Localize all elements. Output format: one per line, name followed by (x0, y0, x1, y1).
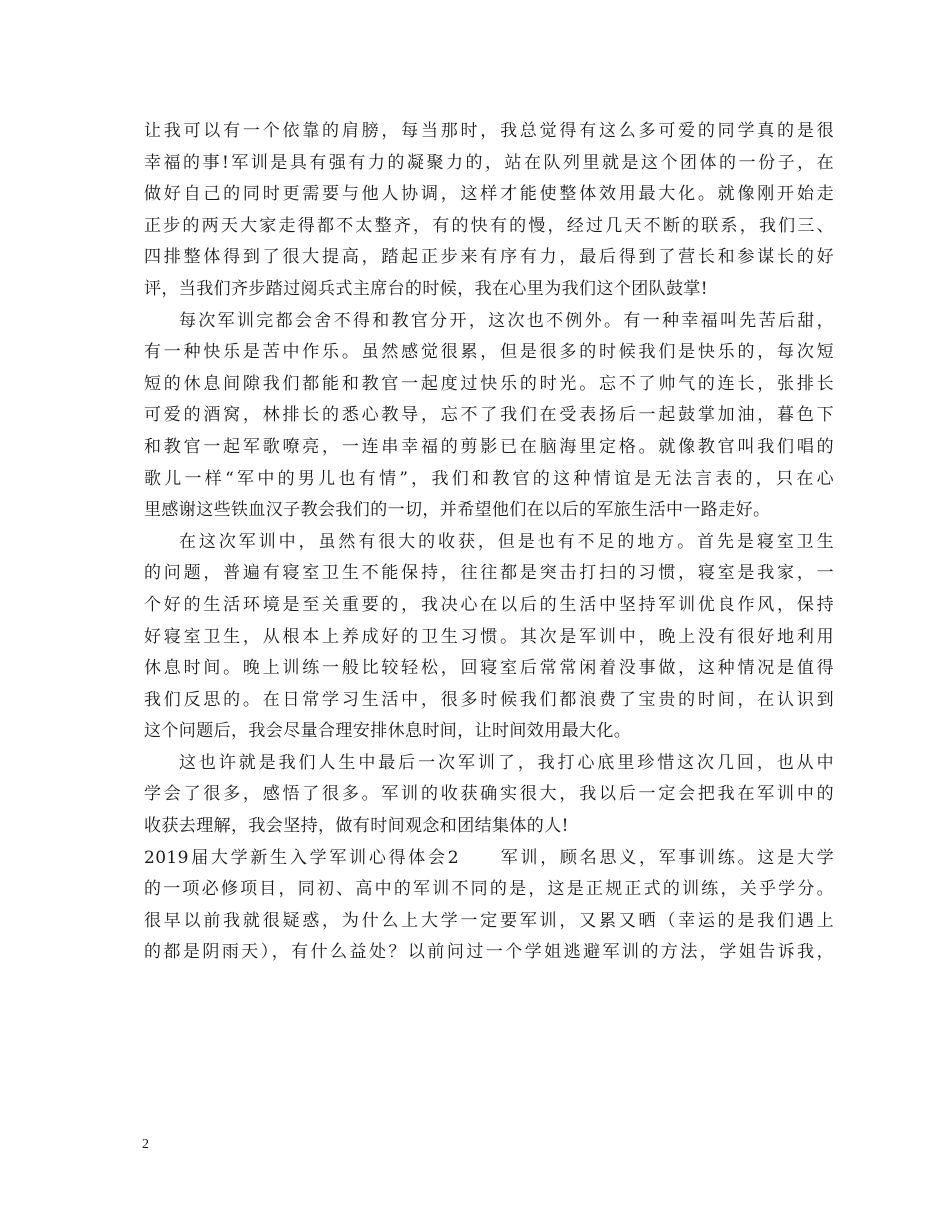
text-line: 可爱的酒窝，林排长的悉心教导，忘不了我们在受表扬后一起鼓掌加油，暮色下 (144, 405, 834, 426)
text-line: 收获去理解，我会坚持，做有时间观念和团结集体的人! (144, 816, 569, 837)
text-line: 2019届大学新生入学军训心得体会2 军训，顾名思义，军事训练。这是大学 (144, 847, 834, 868)
text-line: 正步的两天大家走得都不太整齐，有的快有的慢，经过几天不断的联系，我们三、 (144, 215, 834, 236)
text-line: 学会了很多，感悟了很多。军训的收获确实很大，我以后一定会把我在军训中的 (144, 784, 834, 805)
text-line: 四排整体得到了很大提高，踏起正步来有序有力，最后得到了营长和参谋长的好 (144, 247, 834, 268)
text-line: 这也许就是我们人生中最后一次军训了，我打心底里珍惜这次几回，也从中 (179, 752, 834, 773)
text-line: 评，当我们齐步踏过阅兵式主席台的时候，我在心里为我们这个团队鼓掌! (144, 278, 709, 299)
text-line: 短的休息间隙我们都能和教官一起度过快乐的时光。忘不了帅气的连长，张排长 (144, 373, 834, 394)
text-line: 休息时间。晚上训练一般比较轻松，回寝室后常常闲着没事做，这种情况是值得 (144, 658, 834, 679)
text-line: 在这次军训中，虽然有很大的收获，但是也有不足的地方。首先是寝室卫生 (179, 531, 834, 552)
text-line: 我们反思的。在日常学习生活中，很多时候我们都浪费了宝贵的时间，在认识到 (144, 689, 834, 710)
text-line: 让我可以有一个依靠的肩膀，每当那时，我总觉得有这么多可爱的同学真的是很 (144, 121, 834, 141)
text-line: 个好的生活环境是至关重要的，我决心在以后的生活中坚持军训优良作风，保持 (144, 594, 834, 615)
document-body (144, 116, 834, 969)
text-line: 幸福的事!军训是具有强有力的凝聚力的，站在队列里就是这个团体的一份子，在 (144, 152, 834, 173)
text-line: 好寝室卫生，从根本上养成好的卫生习惯。其次是军训中，晚上没有很好地利用 (144, 626, 834, 647)
text-line: 的一项必修项目，同初、高中的军训不同的是，这是正规正式的训练，关乎学分。 (144, 879, 834, 900)
page-number: 2 (142, 1137, 149, 1152)
text-line: 的问题，普遍有寝室卫生不能保持，往往都是突击打扫的习惯，寝室是我家，一 (144, 563, 834, 584)
text-line: 的都是阴雨天），有什么益处？以前问过一个学姐逃避军训的方法，学姐告诉我， (144, 942, 834, 963)
text-line: 里感谢这些铁血汉子教会我们的一切，并希望他们在以后的军旅生活中一路走好。 (144, 500, 771, 521)
text-line: 有一种快乐是苦中作乐。虽然感觉很累，但是很多的时候我们是快乐的，每次短 (144, 342, 834, 363)
text-line: 和教官一起军歌嘹亮，一连串幸福的剪影已在脑海里定格。就像教官叫我们唱的 (144, 436, 834, 457)
text-line: 很早以前我就很疑惑，为什么上大学一定要军训，又累又晒（幸运的是我们遇上 (144, 910, 834, 931)
text-line: 做好自己的同时更需要与他人协调，这样才能使整体效用最大化。就像刚开始走 (144, 184, 834, 205)
text-line: 每次军训完都会舍不得和教官分开，这次也不例外。有一种幸福叫先苦后甜， (179, 310, 834, 331)
text-line: 这个问题后，我会尽量合理安排休息时间，让时间效用最大化。 (144, 721, 632, 742)
text-line: 歌儿一样“军中的男儿也有情”，我们和教官的这种情谊是无法言表的，只在心 (144, 468, 834, 489)
